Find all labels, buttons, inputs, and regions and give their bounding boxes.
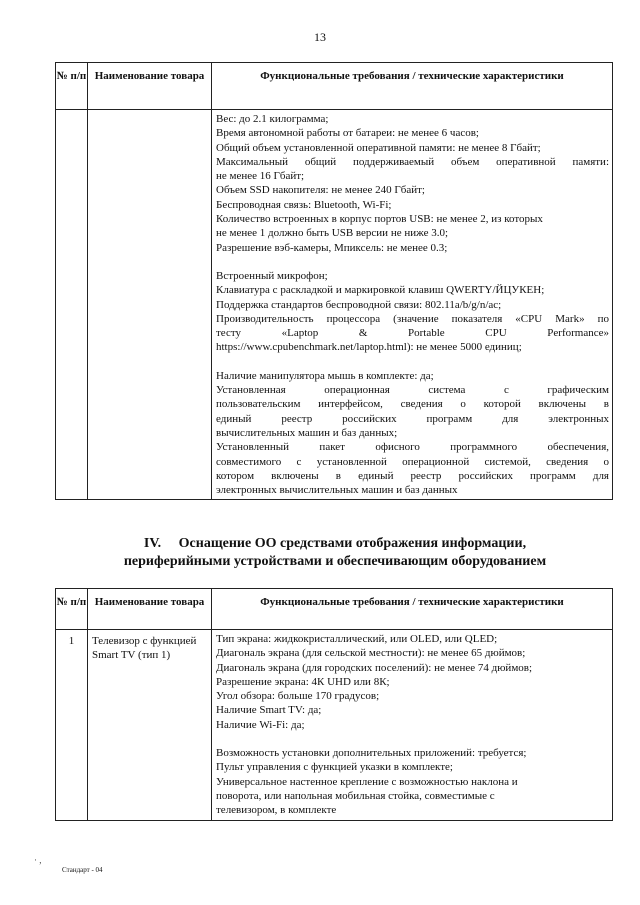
spec-line: Общий объем установленной оперативной памяти: не менее 8 Гбайт; [216, 141, 541, 154]
spec-line: Универсальное настенное крепление с возможностью наклона и [216, 775, 518, 788]
spec-line: Производительность процессора (значение показателя «CPU Mark» по [216, 312, 609, 325]
spec-line: вычислительных машин и баз данных; [216, 426, 398, 439]
spec-line: поворота, или напольная мобильная стойка, совместимые с [216, 789, 495, 802]
spec-line: Разрешение вэб-камеры, Мпиксель: не менее 0.3; [216, 241, 448, 254]
spec-line: электронных вычислительных машин и баз данных [216, 484, 458, 497]
section-title [60, 535, 610, 571]
spec-line: Вес: до 2.1 килограмма; [216, 113, 329, 125]
spec-line: тесту «Laptop & Portable CPU Performance» [216, 327, 609, 340]
margin-mark: · , [34, 855, 42, 865]
spec-line: Беспроводная связь: Bluetooth, Wi-Fi; [216, 198, 392, 211]
spec-line: Установленная операционная система с графическим [216, 384, 609, 397]
spec-line: https://www.cpubenchmark.net/laptop.html): не менее 5000 единиц; [216, 341, 522, 354]
spec-line: телевизором, в комплекте [216, 804, 337, 817]
spec-gap [216, 732, 609, 746]
spec-line: не менее 1 должно быть USB версии не ниже 3.0; [216, 227, 449, 240]
num-cell [56, 110, 88, 500]
table-header-row [56, 589, 613, 630]
spec-cell [212, 110, 613, 500]
section-title-line: IV. Оснащение ОО средствами отображения информации, [143, 536, 527, 551]
spec-line: Диагональ экрана (для городских поселений): не менее 74 дюймов; [216, 661, 533, 674]
column-header-name: Наименование товара [88, 63, 212, 110]
spec-line: Время автономной работы от батареи: не менее 6 часов; [216, 127, 479, 140]
spec-line: котором включены в единый реестр российских программ для [216, 469, 609, 482]
spec-line: Количество встроенных в корпус портов USB: не менее 2, из которых [216, 213, 543, 226]
spec-line: совместимого с установленной операционной системой, сведения о [216, 455, 609, 468]
spec-line: Встроенный микрофон; [216, 269, 328, 282]
spec-line: Угол обзора: больше 170 градусов; [216, 690, 380, 703]
table-row [56, 630, 613, 821]
spec-line: Разрешение экрана: 4К UHD или 8К; [216, 675, 390, 688]
spec-line: Объем SSD накопителя: не менее 240 Гбайт; [216, 184, 425, 197]
section-title-line: периферийными устройствами и обеспечивающим оборудованием [123, 554, 547, 569]
spec-line: Клавиатура с раскладкой и маркировкой клавиш QWERTY/ЙЦУКЕН; [216, 284, 545, 297]
page-number: 13 [314, 30, 326, 44]
spec-table-section-iv [55, 588, 613, 821]
spec-cell [212, 630, 613, 821]
spec-line: Тип экрана: жидкокристаллический, или OLED, или QLED; [216, 633, 498, 645]
column-header-num: № п/п [56, 63, 88, 110]
footer-label: Стандарт - 04 [62, 866, 103, 874]
spec-line: Наличие манипулятора мышь в комплекте: да; [216, 369, 434, 382]
spec-line: не менее 16 Гбайт; [216, 170, 305, 183]
spec-line: единый реестр российских программ для электронных [216, 412, 609, 425]
spec-line: Наличие Smart TV: да; [216, 704, 322, 717]
spec-line: Максимальный общий поддерживаемый объем оперативной памяти: [216, 155, 609, 168]
spec-line: Установленный пакет офисного программного обеспечения, [216, 441, 609, 454]
spec-line: Поддержка стандартов беспроводной связи: 802.11a/b/g/n/ac; [216, 298, 502, 311]
table-row [56, 110, 613, 500]
spec-line: Пульт управления с функцией указки в комплекте; [216, 761, 453, 774]
spec-gap [216, 255, 609, 269]
column-header-name: Наименование товара [88, 589, 212, 630]
spec-line: пользовательским интерфейсом, сведения о которой включены в [216, 398, 609, 411]
spec-line: Наличие Wi-Fi: да; [216, 718, 305, 731]
spec-table-continued [55, 62, 613, 500]
column-header-num: № п/п [56, 589, 88, 630]
name-cell [88, 110, 212, 500]
column-header-spec: Функциональные требования / технические характеристики [212, 63, 613, 110]
num-cell: 1 [56, 630, 88, 821]
table-header-row [56, 63, 613, 110]
name-cell: Телевизор с функцией Smart TV (тип 1) [88, 630, 212, 821]
spec-line: Возможность установки дополнительных приложений: требуется; [216, 747, 527, 760]
spec-line: Диагональ экрана (для сельской местности): не менее 65 дюймов; [216, 647, 526, 660]
column-header-spec: Функциональные требования / технические характеристики [212, 589, 613, 630]
spec-gap [216, 355, 609, 369]
